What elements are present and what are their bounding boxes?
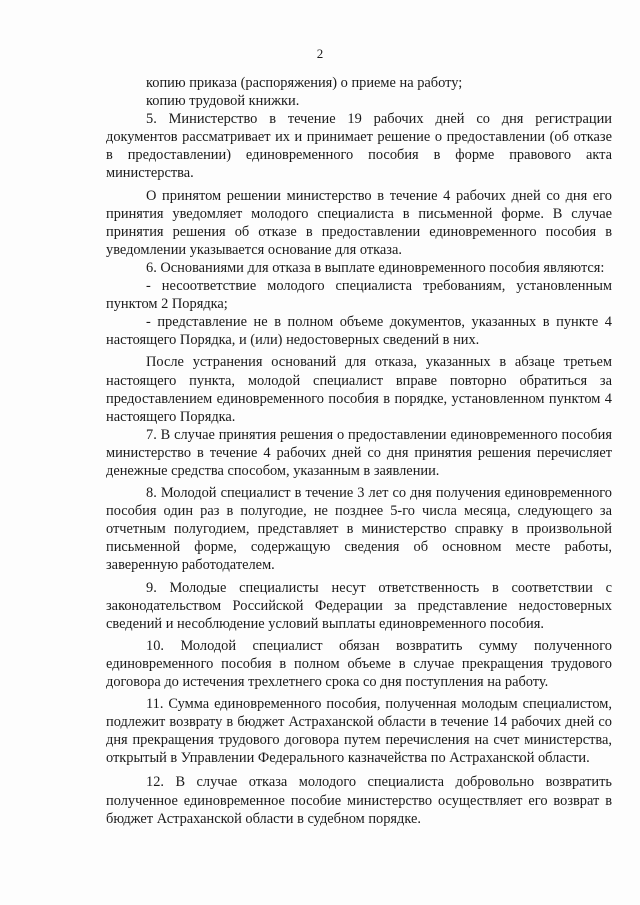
paragraph-workbook-copy: копию трудовой книжки.: [146, 93, 300, 110]
page-number: 2: [316, 46, 324, 61]
paragraph-item-7: 7. В случае принятия решения о предоставлении единовременного пособия министерство в течение 4 рабочих дней со дня принятия решения перечисляет денежные средства способом, указанным в заявлении.: [106, 426, 612, 479]
paragraph-item-6-reason-2: - представление не в полном объеме документов, указанных в пункте 4 настоящего Порядка, и (или) недостоверных сведений в них.: [106, 314, 612, 349]
paragraph-item-6-reason-1: - несоответствие молодого специалиста требованиям, установленным пунктом 2 Порядка;: [106, 278, 612, 313]
paragraph-order-copy: копию приказа (распоряжения) о приеме на работу;: [146, 75, 463, 91]
paragraph-item-8: 8. Молодой специалист в течение 3 лет со дня получения единовременного пособия один раз в полугодие, не позднее 5-го числа месяца, следующего за отчетным полугодием, представляет в министерство справку в произвольной письменной форме, содержащую сведения об основном месте работы, заверенную работодателем.: [106, 485, 612, 574]
paragraph-item-6: 6. Основаниями для отказа в выплате единовременного пособия являются:: [146, 259, 605, 276]
paragraph-item-11: 11. Сумма единовременного пособия, полученная молодым специалистом, подлежит возврату в бюджет Астраханской области в течение 14 рабочих дней со дня прекращения трудового договора путем перечисления на счет министерства, открытый в Управлении Федерального казначейства по Астраханской области.: [106, 696, 612, 767]
paragraph-item-5: 5. Министерство в течение 19 рабочих дней со дня регистрации документов рассматривает их и принимает решение о предоставлении (об отказе в предоставлении) единовременного пособия в форме правового акта министерства.: [106, 111, 612, 182]
document-body: [106, 74, 612, 828]
paragraph-item-9: 9. Молодые специалисты несут ответственность в соответствии с законодательством Российской Федерации за представление недостоверных сведений и несоблюдение условий выплаты единовременного пособия.: [106, 579, 612, 632]
paragraph-item-10: 10. Молодой специалист обязан возвратить сумму полученного единовременного пособия в полном объеме в случае прекращения трудового договора до истечения трехлетнего срока со дня поступления на работу.: [106, 637, 612, 690]
paragraph-reapply: После устранения оснований для отказа, указанных в абзаце третьем настоящего пункта, молодой специалист вправе повторно обратиться за предоставлением единовременного пособия в порядке, установленном пунктом 4 настоящего Порядка.: [106, 354, 612, 425]
paragraph-item-12: 12. В случае отказа молодого специалиста добровольно возвратить полученное единовременное пособие министерство осуществляет его возврат в бюджет Астраханской области в судебном порядке.: [106, 774, 612, 827]
paragraph-decision-notice: О принятом решении министерство в течение 4 рабочих дней со дня его принятия уведомляет молодого специалиста в письменной форме. В случае принятия решения об отказе в предоставлении единовременного пособия в уведомлении указывается основание для отказа.: [106, 187, 612, 258]
